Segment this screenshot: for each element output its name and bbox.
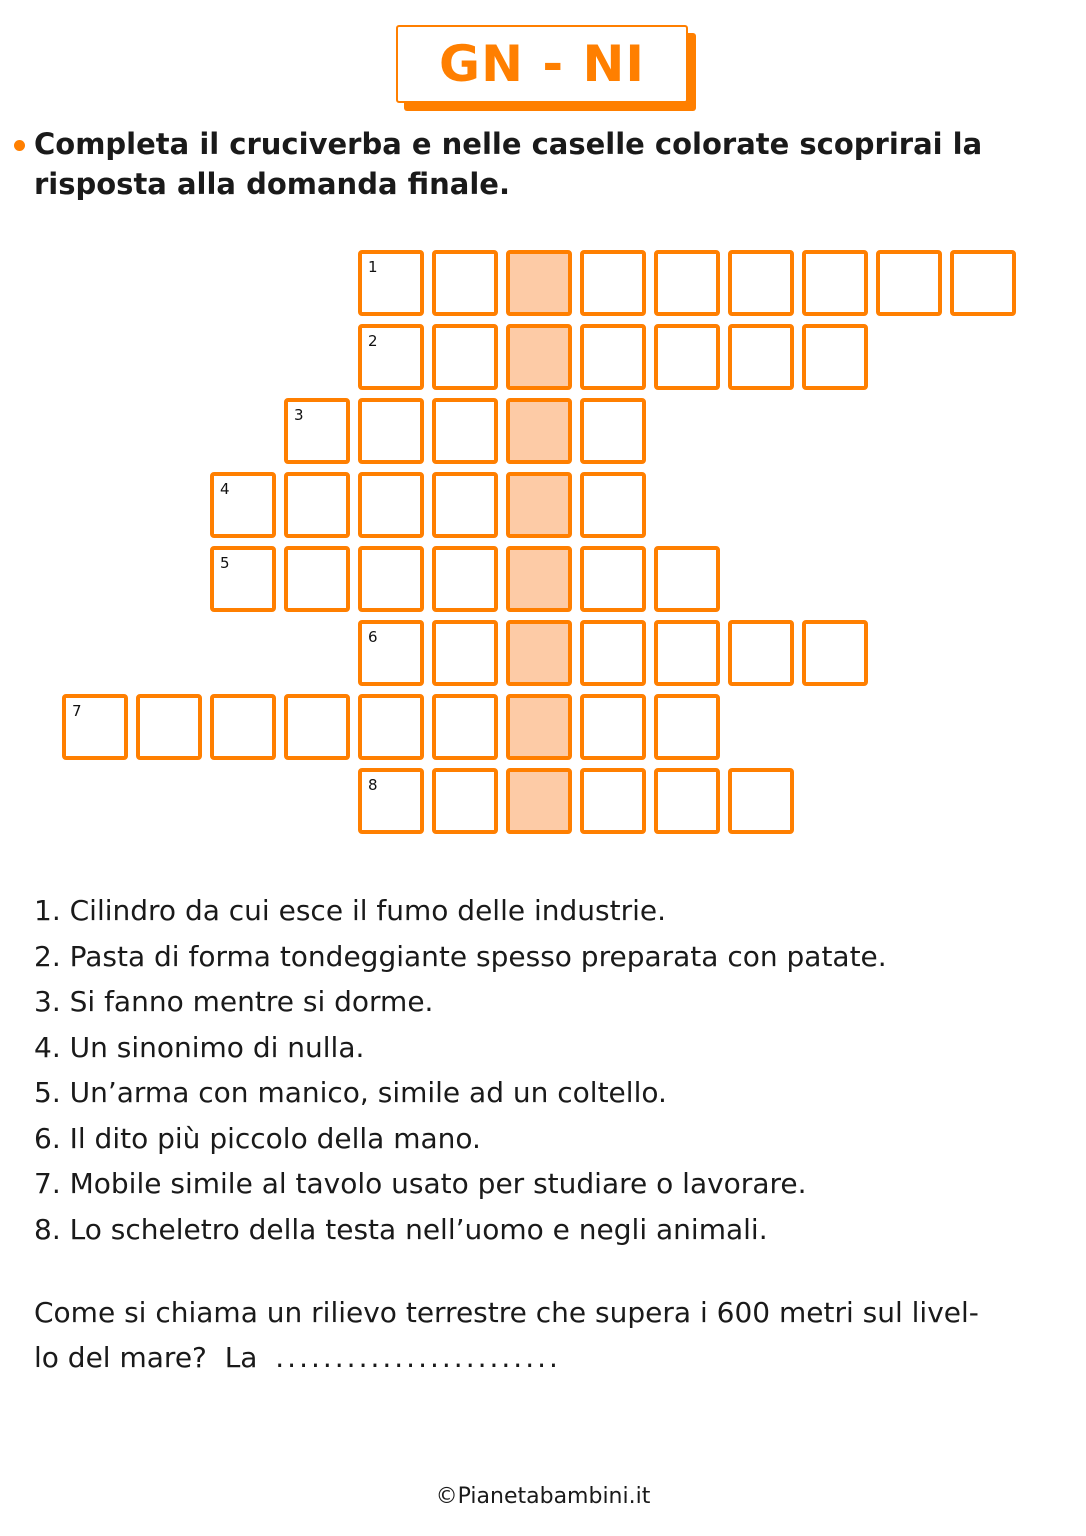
crossword-cell[interactable] [432,398,498,464]
clue-item: 5. Un’arma con manico, simile ad un coltello. [34,1076,667,1109]
clue-number: 8 [368,776,378,794]
crossword-cell[interactable] [950,250,1016,316]
crossword-cell[interactable] [358,398,424,464]
clue-number: 3 [294,406,304,424]
crossword-cell[interactable] [728,250,794,316]
crossword-cell[interactable] [432,324,498,390]
crossword-cell[interactable] [432,472,498,538]
crossword-cell-highlighted[interactable] [506,398,572,464]
clue-item: 3. Si fanno mentre si dorme. [34,985,434,1018]
crossword-cell[interactable] [580,620,646,686]
clue-item: 7. Mobile simile al tavolo usato per studiare o lavorare. [34,1167,807,1200]
question-line-2: lo del mare? La [34,1341,258,1374]
final-question [34,1290,1054,1380]
crossword-cell[interactable] [210,694,276,760]
crossword-cell[interactable] [802,250,868,316]
crossword-cell[interactable] [432,250,498,316]
clue-number: 1 [368,258,378,276]
crossword-cell[interactable] [358,546,424,612]
crossword-cell-highlighted[interactable] [506,620,572,686]
clue-number: 5 [220,554,230,572]
title-box [396,25,688,103]
clue-item: 8. Lo scheletro della testa nell’uomo e negli animali. [34,1212,768,1246]
crossword-cell[interactable] [358,324,424,390]
crossword-cell[interactable] [284,694,350,760]
clue-list [34,888,887,1252]
page-title: GN - NI [439,35,645,93]
clue-number: 2 [368,332,378,350]
crossword-cell[interactable] [136,694,202,760]
clue-item: 4. Un sinonimo di nulla. [34,1030,365,1064]
crossword-cell[interactable] [654,694,720,760]
crossword-cell-highlighted[interactable] [506,768,572,834]
crossword-cell[interactable] [654,324,720,390]
instruction [34,124,1044,204]
answer-blank[interactable]: ........................ [275,1341,561,1374]
footer-credit: ©Pianetabambini.it [435,1484,651,1509]
crossword-cell[interactable] [802,324,868,390]
clue-number: 4 [220,480,230,498]
crossword-cell[interactable] [654,250,720,316]
instruction-text: Completa il cruciverba e nelle caselle colorate scoprirai la risposta alla domanda finale. [34,127,983,201]
crossword-cell[interactable] [62,694,128,760]
crossword-cell-highlighted[interactable] [506,546,572,612]
crossword-cell[interactable] [580,324,646,390]
crossword-cell[interactable] [654,546,720,612]
clue-item: 1. Cilindro da cui esce il fumo delle industrie. [34,894,667,927]
crossword-cell[interactable] [580,472,646,538]
crossword-cell[interactable] [728,620,794,686]
crossword-cell[interactable] [358,694,424,760]
title-banner [396,25,688,103]
crossword-cell[interactable] [432,546,498,612]
crossword-cell[interactable] [654,768,720,834]
crossword-cell[interactable] [580,546,646,612]
crossword-cell[interactable] [284,398,350,464]
crossword-cell[interactable] [876,250,942,316]
crossword-cell[interactable] [210,546,276,612]
crossword-cell-highlighted[interactable] [506,472,572,538]
crossword-cell[interactable] [358,768,424,834]
crossword-cell[interactable] [432,620,498,686]
crossword-cell[interactable] [728,324,794,390]
crossword-cell[interactable] [654,620,720,686]
crossword-cell[interactable] [580,694,646,760]
crossword-cell[interactable] [728,768,794,834]
clue-item: 6. Il dito più piccolo della mano. [34,1121,481,1155]
crossword-cell-highlighted[interactable] [506,250,572,316]
crossword-cell[interactable] [432,694,498,760]
clue-number: 7 [72,702,82,720]
crossword-cell[interactable] [284,472,350,538]
crossword-cell[interactable] [580,768,646,834]
bullet-icon [14,140,25,151]
crossword-cell[interactable] [580,398,646,464]
clue-number: 6 [368,628,378,646]
crossword-cell-highlighted[interactable] [506,324,572,390]
clue-item: 2. Pasta di forma tondeggiante spesso preparata con patate. [34,939,887,973]
crossword-cell[interactable] [358,472,424,538]
crossword-cell[interactable] [802,620,868,686]
crossword-cell[interactable] [432,768,498,834]
crossword-cell[interactable] [210,472,276,538]
crossword-cell[interactable] [358,250,424,316]
crossword-cell[interactable] [580,250,646,316]
crossword-cell-highlighted[interactable] [506,694,572,760]
crossword-cell[interactable] [358,620,424,686]
crossword-cell[interactable] [284,546,350,612]
question-line-1: Come si chiama un rilievo terrestre che supera i 600 metri sul livel- [34,1296,979,1329]
